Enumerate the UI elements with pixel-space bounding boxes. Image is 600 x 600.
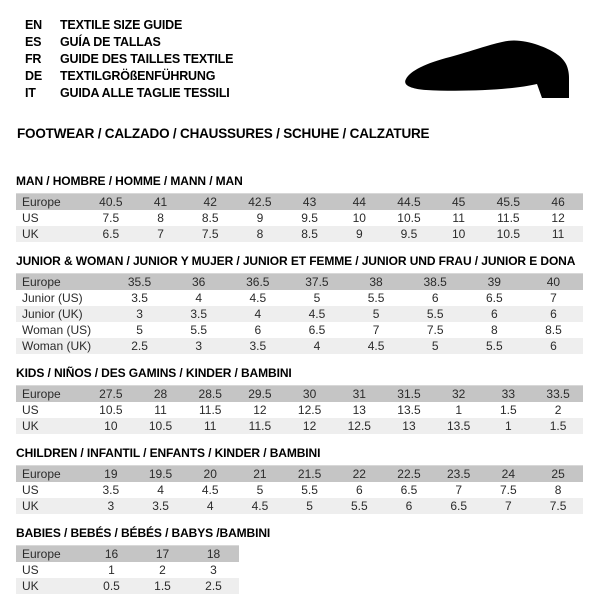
size-cell: 42.5 — [235, 194, 285, 211]
size-cell: 3.5 — [169, 306, 228, 322]
size-cell: 5.5 — [347, 290, 406, 306]
size-cell: 7 — [136, 226, 186, 242]
size-cell: 4 — [136, 482, 186, 498]
size-cell: 44.5 — [384, 194, 434, 211]
size-cell: 8.5 — [285, 226, 335, 242]
table-row — [16, 546, 239, 563]
size-cell: 5.5 — [334, 498, 384, 514]
table-row — [16, 562, 239, 578]
size-cell: 8.5 — [524, 322, 583, 338]
row-label: US — [16, 210, 86, 226]
size-cell: 27.5 — [86, 386, 136, 403]
size-cell: 9.5 — [384, 226, 434, 242]
size-cell: 6 — [465, 306, 524, 322]
size-cell: 1.5 — [137, 578, 188, 594]
row-label: Woman (UK) — [16, 338, 110, 354]
size-cell: 5.5 — [465, 338, 524, 354]
size-cell: 4.5 — [287, 306, 346, 322]
language-label: GUIDA ALLE TAGLIE TESSILI — [60, 86, 230, 100]
language-label: GUÍA DE TALLAS — [60, 35, 161, 49]
size-cell: 0.5 — [86, 578, 137, 594]
size-cell: 35.5 — [110, 274, 169, 291]
language-row-en — [25, 17, 585, 34]
size-cell: 4 — [228, 306, 287, 322]
size-cell: 10.5 — [136, 418, 186, 434]
size-cell: 11.5 — [484, 210, 534, 226]
size-cell: 40 — [524, 274, 583, 291]
size-cell: 6 — [334, 482, 384, 498]
size-cell: 41 — [136, 194, 186, 211]
size-section — [16, 174, 585, 242]
size-cell: 6 — [228, 322, 287, 338]
size-cell: 8.5 — [185, 210, 235, 226]
size-cell: 2.5 — [188, 578, 239, 594]
size-cell: 10 — [86, 418, 136, 434]
size-cell: 28.5 — [185, 386, 235, 403]
language-label: TEXTILGRÖßENFÜHRUNG — [60, 69, 216, 83]
table-row — [16, 290, 583, 306]
table-row — [16, 482, 583, 498]
size-cell: 37.5 — [287, 274, 346, 291]
size-cell: 28 — [136, 386, 186, 403]
size-cell: 30 — [285, 386, 335, 403]
size-cell: 6 — [406, 290, 465, 306]
size-cell: 10.5 — [86, 402, 136, 418]
size-cell: 31 — [334, 386, 384, 403]
size-cell: 8 — [136, 210, 186, 226]
language-code: IT — [25, 86, 36, 100]
row-label: Europe — [16, 274, 110, 291]
language-code: EN — [25, 18, 42, 32]
language-code: DE — [25, 69, 42, 83]
size-cell: 5.5 — [406, 306, 465, 322]
size-cell: 43 — [285, 194, 335, 211]
table-row — [16, 226, 583, 242]
size-cell: 12 — [533, 210, 583, 226]
row-label: UK — [16, 226, 86, 242]
size-cell: 6.5 — [434, 498, 484, 514]
size-cell: 6.5 — [86, 226, 136, 242]
table-row — [16, 402, 583, 418]
language-label: TEXTILE SIZE GUIDE — [60, 18, 183, 32]
size-tables — [16, 174, 585, 594]
size-cell: 2 — [533, 402, 583, 418]
size-cell: 7 — [484, 498, 534, 514]
size-cell: 13 — [384, 418, 434, 434]
size-cell: 8 — [533, 482, 583, 498]
size-cell: 5 — [406, 338, 465, 354]
size-cell: 11 — [434, 210, 484, 226]
size-cell: 42 — [185, 194, 235, 211]
size-cell: 10 — [434, 226, 484, 242]
size-cell: 5.5 — [285, 482, 335, 498]
size-cell: 5 — [347, 306, 406, 322]
size-cell: 3 — [110, 306, 169, 322]
size-cell: 39 — [465, 274, 524, 291]
size-cell: 6.5 — [384, 482, 434, 498]
size-cell: 5 — [285, 498, 335, 514]
size-cell: 3.5 — [110, 290, 169, 306]
size-cell: 4 — [169, 290, 228, 306]
size-section — [16, 254, 585, 354]
row-label: Woman (US) — [16, 322, 110, 338]
size-cell: 4.5 — [235, 498, 285, 514]
size-cell: 6 — [524, 306, 583, 322]
section-title: MAN / HOMBRE / HOMME / MANN / MAN — [16, 174, 243, 188]
size-table — [16, 545, 239, 594]
size-cell: 1 — [86, 562, 137, 578]
table-row — [16, 338, 583, 354]
row-label: UK — [16, 418, 86, 434]
table-row — [16, 322, 583, 338]
size-cell: 38.5 — [406, 274, 465, 291]
section-title: KIDS / NIÑOS / DES GAMINS / KINDER / BAMBINI — [16, 366, 292, 380]
row-label: Europe — [16, 386, 86, 403]
category-title: FOOTWEAR / CALZADO / CHAUSSURES / SCHUHE / CALZATURE — [17, 126, 430, 141]
dress-shoe-icon — [400, 34, 582, 106]
row-label: US — [16, 562, 86, 578]
size-cell: 6.5 — [465, 290, 524, 306]
size-cell: 7.5 — [533, 498, 583, 514]
size-cell: 4 — [287, 338, 346, 354]
size-cell: 12.5 — [285, 402, 335, 418]
size-cell: 11 — [185, 418, 235, 434]
size-cell: 18 — [188, 546, 239, 563]
size-cell: 36.5 — [228, 274, 287, 291]
size-cell: 7 — [434, 482, 484, 498]
size-cell: 10.5 — [384, 210, 434, 226]
size-cell: 5.5 — [169, 322, 228, 338]
row-label: Junior (UK) — [16, 306, 110, 322]
size-cell: 7.5 — [484, 482, 534, 498]
language-label: GUIDE DES TAILLES TEXTILE — [60, 52, 234, 66]
size-cell: 6 — [524, 338, 583, 354]
size-cell: 9.5 — [285, 210, 335, 226]
size-cell: 24 — [484, 466, 534, 483]
size-cell: 4.5 — [347, 338, 406, 354]
size-cell: 8 — [465, 322, 524, 338]
size-cell: 7.5 — [185, 226, 235, 242]
size-cell: 33 — [484, 386, 534, 403]
row-label: US — [16, 402, 86, 418]
size-cell: 7.5 — [86, 210, 136, 226]
size-cell: 6.5 — [287, 322, 346, 338]
size-cell: 46 — [533, 194, 583, 211]
table-row — [16, 386, 583, 403]
size-cell: 22.5 — [384, 466, 434, 483]
size-cell: 13 — [334, 402, 384, 418]
size-cell: 29.5 — [235, 386, 285, 403]
size-table — [16, 465, 583, 514]
size-cell: 4.5 — [185, 482, 235, 498]
size-section — [16, 366, 585, 434]
size-cell: 2 — [137, 562, 188, 578]
size-cell: 45.5 — [484, 194, 534, 211]
size-cell: 21 — [235, 466, 285, 483]
row-label: Junior (US) — [16, 290, 110, 306]
row-label: UK — [16, 578, 86, 594]
size-cell: 36 — [169, 274, 228, 291]
size-cell: 11 — [136, 402, 186, 418]
size-cell: 1 — [484, 418, 534, 434]
size-cell: 8 — [235, 226, 285, 242]
size-cell: 44 — [334, 194, 384, 211]
table-row — [16, 498, 583, 514]
size-cell: 23.5 — [434, 466, 484, 483]
size-cell: 40.5 — [86, 194, 136, 211]
size-cell: 16 — [86, 546, 137, 563]
size-cell: 32 — [434, 386, 484, 403]
size-cell: 20 — [185, 466, 235, 483]
size-cell: 38 — [347, 274, 406, 291]
size-cell: 9 — [334, 226, 384, 242]
size-cell: 10 — [334, 210, 384, 226]
size-cell: 2.5 — [110, 338, 169, 354]
row-label: UK — [16, 498, 86, 514]
section-title: BABIES / BEBÉS / BÉBÉS / BABYS /BAMBINI — [16, 526, 271, 540]
size-cell: 1.5 — [533, 418, 583, 434]
size-cell: 17 — [137, 546, 188, 563]
size-cell: 1.5 — [484, 402, 534, 418]
size-cell: 19.5 — [136, 466, 186, 483]
size-cell: 31.5 — [384, 386, 434, 403]
size-cell: 6 — [384, 498, 434, 514]
size-cell: 3.5 — [228, 338, 287, 354]
row-label: US — [16, 482, 86, 498]
size-cell: 11.5 — [185, 402, 235, 418]
size-cell: 22 — [334, 466, 384, 483]
section-title: JUNIOR & WOMAN / JUNIOR Y MUJER / JUNIOR ET FEMME / JUNIOR UND FRAU / JUNIOR E DONA — [16, 254, 576, 268]
row-label: Europe — [16, 194, 86, 211]
size-section — [16, 446, 585, 514]
row-label: Europe — [16, 546, 86, 563]
size-table — [16, 385, 583, 434]
size-cell: 3.5 — [86, 482, 136, 498]
size-cell: 13.5 — [384, 402, 434, 418]
size-cell: 5 — [110, 322, 169, 338]
size-cell: 7 — [524, 290, 583, 306]
table-row — [16, 466, 583, 483]
size-cell: 12 — [235, 402, 285, 418]
size-cell: 33.5 — [533, 386, 583, 403]
size-cell: 11 — [533, 226, 583, 242]
table-row — [16, 578, 239, 594]
size-cell: 45 — [434, 194, 484, 211]
size-cell: 13.5 — [434, 418, 484, 434]
table-row — [16, 194, 583, 211]
size-cell: 3.5 — [136, 498, 186, 514]
size-cell: 3 — [169, 338, 228, 354]
size-cell: 12.5 — [334, 418, 384, 434]
table-row — [16, 274, 583, 291]
language-code: FR — [25, 52, 42, 66]
size-cell: 3 — [188, 562, 239, 578]
size-cell: 3 — [86, 498, 136, 514]
header — [16, 14, 585, 113]
size-cell: 11.5 — [235, 418, 285, 434]
section-title: CHILDREN / INFANTIL / ENFANTS / KINDER / BAMBINI — [16, 446, 321, 460]
size-table — [16, 273, 583, 354]
size-cell: 12 — [285, 418, 335, 434]
size-cell: 4 — [185, 498, 235, 514]
size-cell: 9 — [235, 210, 285, 226]
size-section — [16, 526, 585, 594]
size-cell: 5 — [287, 290, 346, 306]
size-cell: 7 — [347, 322, 406, 338]
table-row — [16, 306, 583, 322]
size-cell: 10.5 — [484, 226, 534, 242]
size-cell: 1 — [434, 402, 484, 418]
language-code: ES — [25, 35, 42, 49]
size-cell: 21.5 — [285, 466, 335, 483]
size-cell: 5 — [235, 482, 285, 498]
size-table — [16, 193, 583, 242]
size-cell: 19 — [86, 466, 136, 483]
size-cell: 7.5 — [406, 322, 465, 338]
table-row — [16, 210, 583, 226]
size-cell: 4.5 — [228, 290, 287, 306]
size-cell: 25 — [533, 466, 583, 483]
row-label: Europe — [16, 466, 86, 483]
table-row — [16, 418, 583, 434]
